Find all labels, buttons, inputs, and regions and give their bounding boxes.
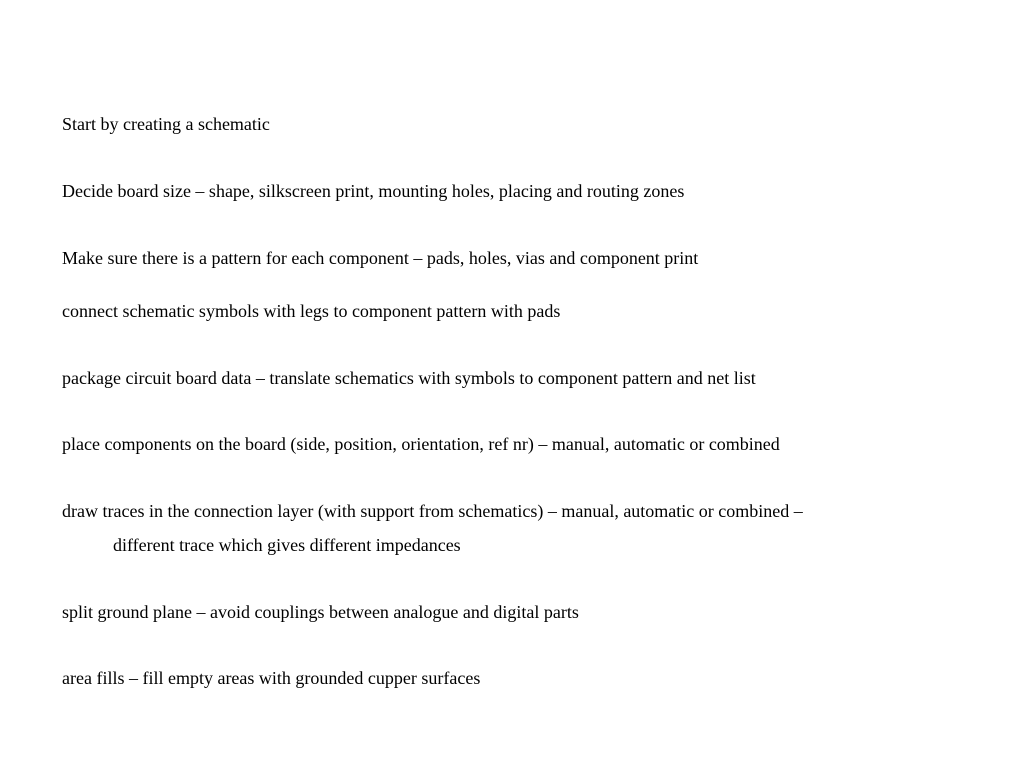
text-line-draw-traces-continued: different trace which gives different impedances bbox=[113, 535, 461, 555]
text-line-component-pattern: Make sure there is a pattern for each component – pads, holes, vias and component print bbox=[62, 248, 699, 268]
text-line-board-size: Decide board size – shape, silkscreen print, mounting holes, placing and routing zones bbox=[62, 181, 685, 201]
text-line-package-data: package circuit board data – translate schematics with symbols to component pattern and net list bbox=[62, 368, 756, 388]
text-line-area-fills: area fills – fill empty areas with grounded cupper surfaces bbox=[62, 668, 481, 688]
text-line-create-schematic: Start by creating a schematic bbox=[62, 114, 270, 134]
text-line-place-components: place components on the board (side, position, orientation, ref nr) – manual, automatic or combined bbox=[62, 434, 780, 454]
text-line-connect-symbols: connect schematic symbols with legs to component pattern with pads bbox=[62, 301, 561, 321]
text-line-split-ground: split ground plane – avoid couplings between analogue and digital parts bbox=[62, 602, 579, 622]
text-line-draw-traces: draw traces in the connection layer (with support from schematics) – manual, automatic or combined – bbox=[62, 501, 803, 521]
